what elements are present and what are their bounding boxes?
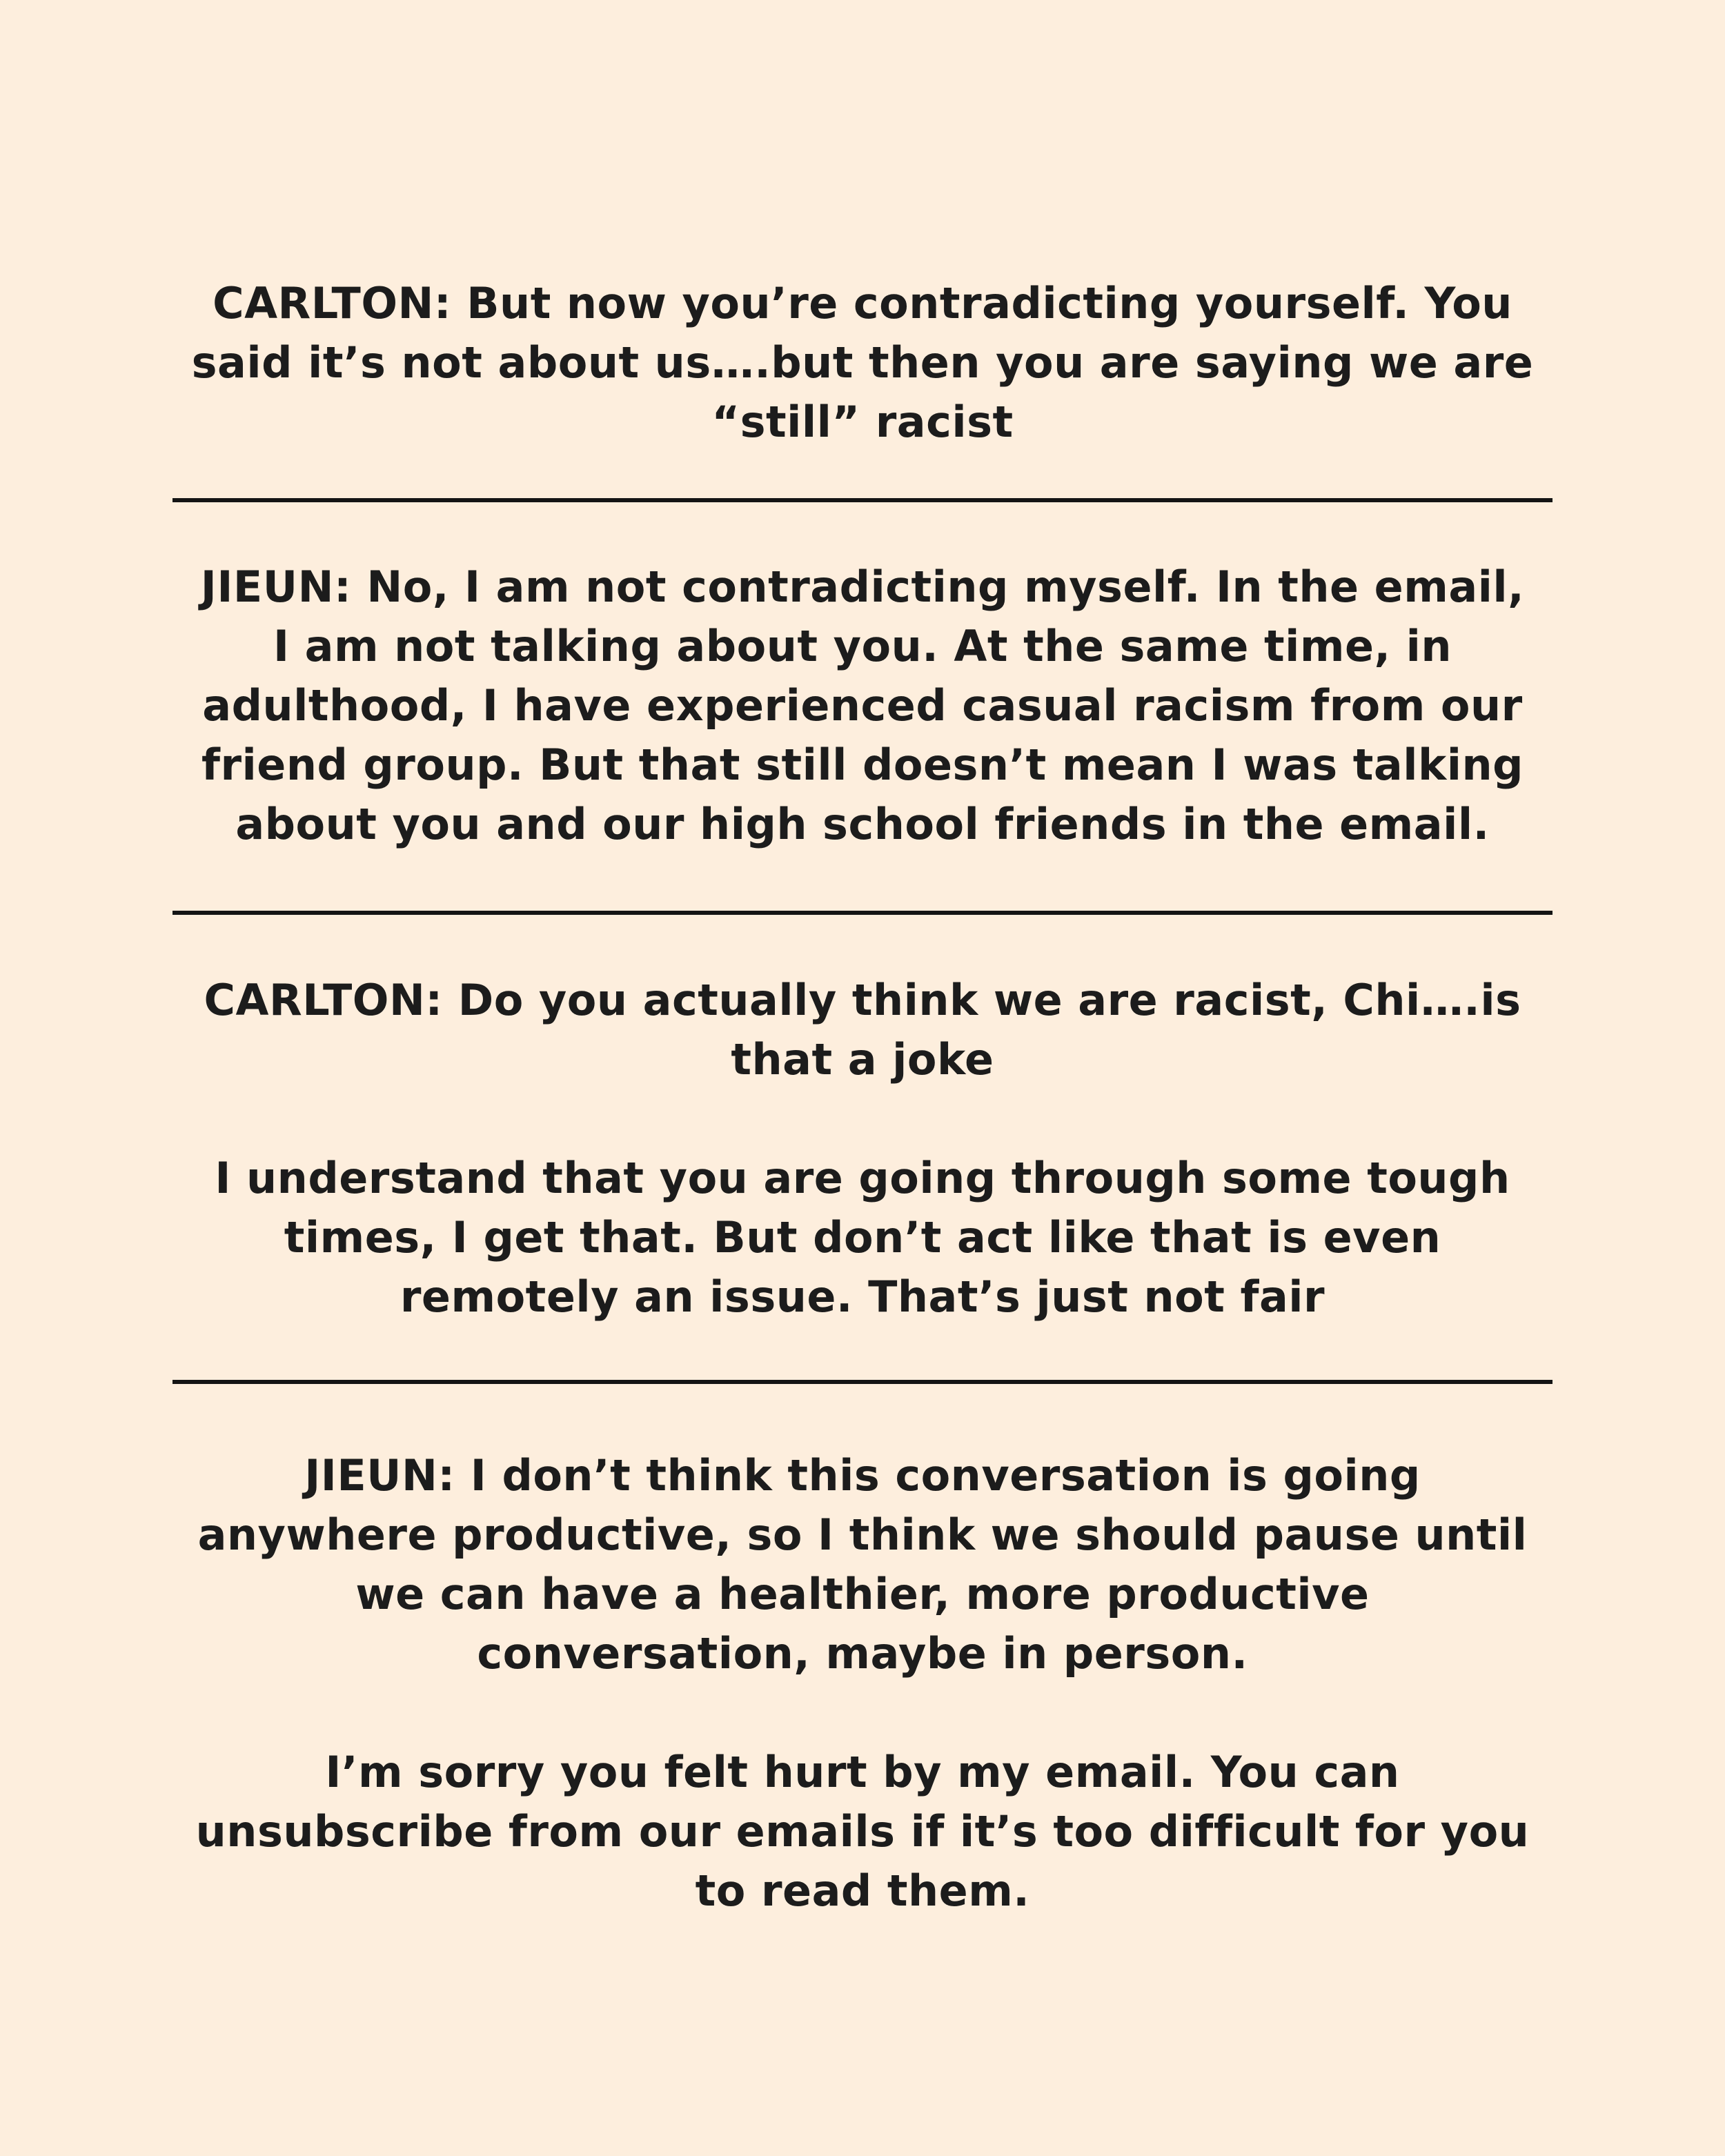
message-text: I understand that you are going through some tough times, I get that. But don’t act like that is even remotely an issue. That’s just not fair — [215, 1153, 1510, 1322]
message-jieun-2 — [172, 1446, 1552, 1921]
message-text: JIEUN: I don’t think this conversation is going anywhere productive, so I think we should pause until we can have a healthier, more productive conversation, maybe in person. — [197, 1450, 1528, 1679]
message-jieun-1 — [172, 557, 1552, 854]
divider — [172, 911, 1552, 915]
message-text: CARLTON: Do you actually think we are racist, Chi….is that a joke — [204, 975, 1521, 1085]
message-carlton-1 — [172, 274, 1552, 452]
message-text: I’m sorry you felt hurt by my email. You can unsubscribe from our emails if it’s too difficult for you to read them. — [195, 1747, 1530, 1916]
divider — [172, 1380, 1552, 1384]
message-text: JIEUN: No, I am not contradicting myself. In the email, I am not talking about you. At the same time, in adulthood, I have experienced casual racism from our friend group. But that still doesn’t mean I was talking about you and our high school friends in the email. — [200, 562, 1525, 849]
message-text: CARLTON: But now you’re contradicting yourself. You said it’s not about us….but then you are saying we are “still” racist — [191, 278, 1534, 447]
divider — [172, 498, 1552, 502]
message-carlton-2 — [172, 971, 1552, 1327]
